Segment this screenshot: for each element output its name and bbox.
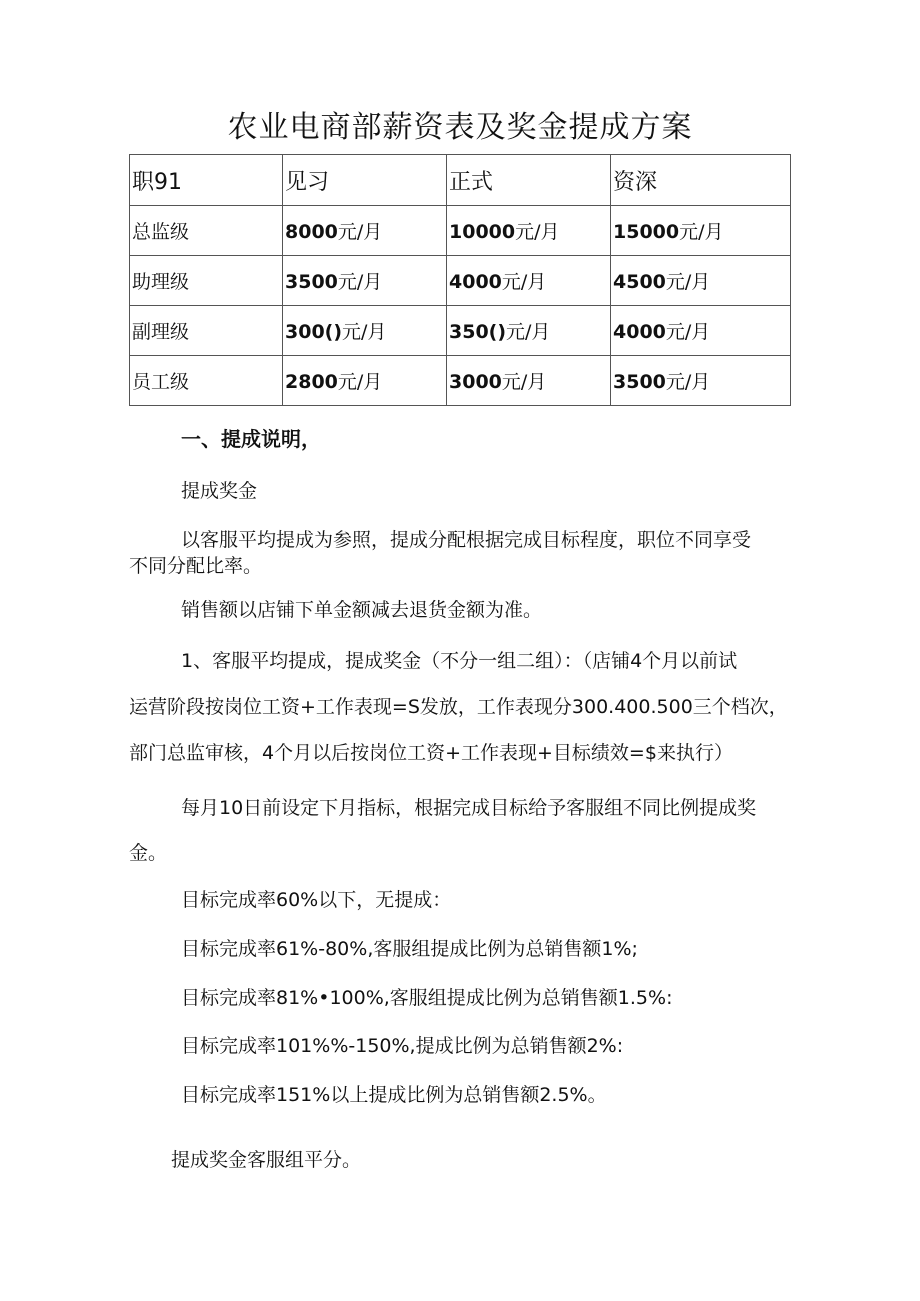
- sales-basis-paragraph: 销售额以店铺下单金额减去退货金额为准。: [181, 599, 543, 621]
- monthly-target-line: 金。: [129, 842, 168, 864]
- rate-rule-line: 目标完成率81%•100%,客服组提成比例为总销售额1.5%:: [181, 987, 673, 1009]
- salary-amount: 3000: [449, 371, 502, 393]
- rate-rule-line: 目标完成率151%以上提成比例为总销售额2.5%。: [181, 1084, 607, 1106]
- salary-unit: 元/月: [665, 371, 711, 393]
- salary-unit: 元/月: [501, 371, 547, 393]
- salary-unit: 元/月: [342, 321, 387, 343]
- salary-unit: 元/月: [665, 271, 711, 293]
- item1-paragraph-line: 部门总监审核，4个月以后按岗位工资+工作表现+目标绩效=$来执行）: [129, 742, 733, 764]
- rate-rule-line: 目标完成率60%以下，无提成：: [181, 889, 452, 911]
- salary-unit: 元/月: [337, 221, 383, 243]
- salary-cell: [611, 206, 791, 256]
- document-title: 农业电商部薪资表及奖金提成方案: [227, 110, 693, 145]
- salary-cell: [611, 256, 791, 306]
- salary-amount: 10000: [449, 221, 516, 243]
- table-row: [130, 256, 791, 306]
- subheading: 提成奖金: [181, 480, 258, 502]
- level-cell: 助理级: [130, 256, 283, 306]
- salary-cell: [283, 306, 447, 356]
- level-cell: 总监级: [130, 206, 283, 256]
- monthly-target-line: 每月10日前设定下月指标，根据完成目标给予客服组不同比例提成奖: [181, 797, 757, 819]
- intro-paragraph-line: 以客服平均提成为参照，提成分配根据完成目标程度，职位不同享受: [181, 529, 752, 551]
- salary-amount: 2800: [285, 371, 338, 393]
- salary-unit: 元/月: [506, 321, 551, 343]
- salary-cell: [611, 356, 791, 406]
- item1-paragraph-line: 1、客服平均提成，提成奖金（不分一组二组）：（店铺4个月以前试: [181, 650, 738, 672]
- salary-cell: [447, 206, 611, 256]
- header-senior: 资深: [611, 155, 791, 206]
- salary-amount: 4000: [449, 271, 502, 293]
- table-row: [130, 306, 791, 356]
- closing-line: 提成奖金客服组平分。: [171, 1149, 362, 1171]
- salary-amount: 350(): [449, 321, 507, 343]
- salary-cell: [283, 206, 447, 256]
- salary-unit: 元/月: [665, 321, 711, 343]
- salary-amount: 4500: [613, 271, 666, 293]
- table-row: [130, 356, 791, 406]
- salary-cell: [283, 256, 447, 306]
- salary-unit: 元/月: [337, 271, 383, 293]
- level-cell: 员工级: [130, 356, 283, 406]
- salary-cell: [447, 306, 611, 356]
- salary-table: [129, 154, 791, 406]
- rate-rule-line: 目标完成率101%%-150%,提成比例为总销售额2%:: [181, 1035, 624, 1057]
- salary-amount: 8000: [285, 221, 338, 243]
- intro-paragraph-line: 不同分配比率。: [129, 555, 263, 577]
- salary-unit: 元/月: [337, 371, 383, 393]
- table-row: [130, 206, 791, 256]
- salary-amount: 4000: [613, 321, 666, 343]
- salary-cell: [447, 256, 611, 306]
- salary-unit: 元/月: [501, 271, 547, 293]
- salary-unit: 元/月: [679, 221, 724, 243]
- salary-cell: [283, 356, 447, 406]
- salary-amount: 3500: [285, 271, 338, 293]
- salary-amount: 15000: [613, 221, 680, 243]
- salary-cell: [611, 306, 791, 356]
- salary-unit: 元/月: [515, 221, 560, 243]
- header-position: 职91: [130, 155, 283, 206]
- level-cell: 副理级: [130, 306, 283, 356]
- item1-paragraph-line: 运营阶段按岗位工资+工作表现=S发放，工作表现分300.400.500三个档次，: [129, 696, 788, 718]
- salary-cell: [447, 356, 611, 406]
- salary-amount: 3500: [613, 371, 666, 393]
- rate-rule-line: 目标完成率61%-80%,客服组提成比例为总销售额1%;: [181, 938, 638, 960]
- table-header-row: [130, 155, 791, 206]
- section-heading: 一、提成说明，: [181, 427, 321, 451]
- header-trainee: 见习: [283, 155, 447, 206]
- header-regular: 正式: [447, 155, 611, 206]
- salary-amount: 300(): [285, 321, 343, 343]
